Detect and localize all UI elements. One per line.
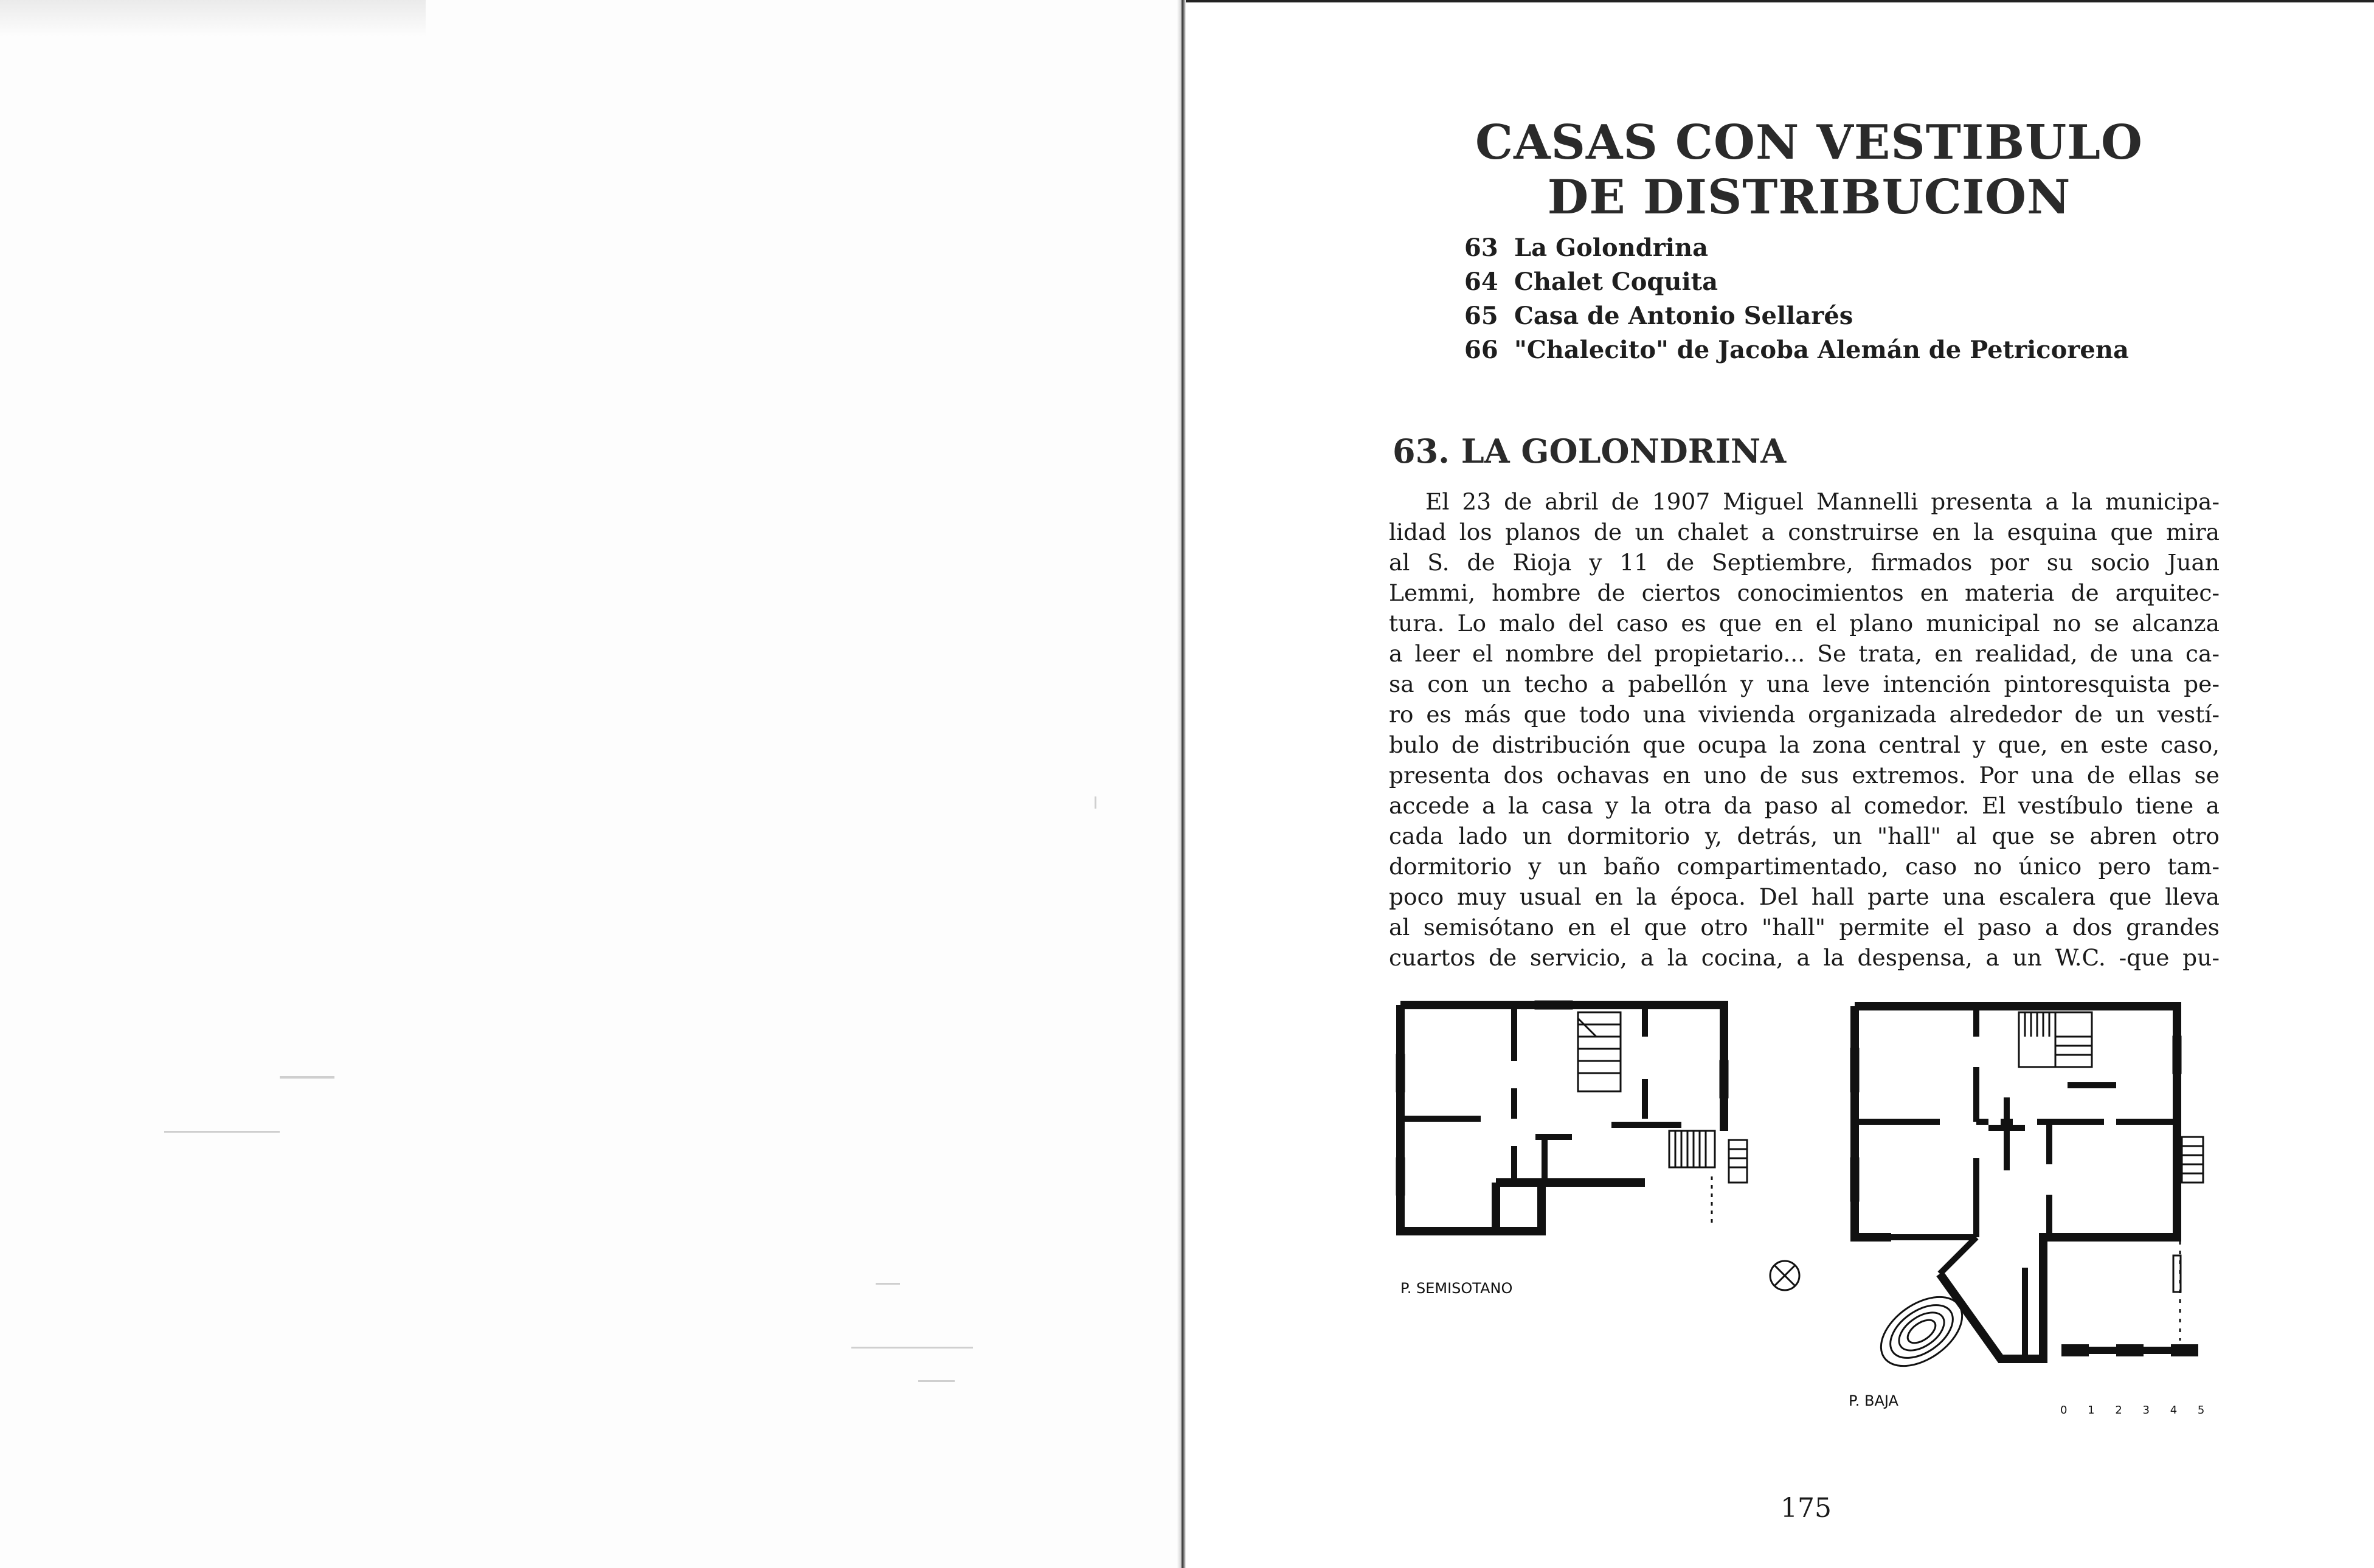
page-smudge	[0, 0, 426, 36]
section-title-line-2: DE DISTRIBUCION	[1547, 170, 2071, 225]
article-body	[1389, 486, 2220, 973]
north-symbol	[1767, 1257, 1803, 1294]
book-gutter	[1177, 0, 1186, 1568]
body-line: a leer el nombre del propietario... Se trata, en realidad, de una ca-	[1389, 640, 2220, 667]
body-line: bulo de distribución que ocupa la zona central y que, en este caso,	[1389, 731, 2220, 758]
toc-item	[1464, 299, 2194, 333]
plan-label-baja: P. BAJA	[1849, 1392, 1898, 1409]
toc-title: Casa de Antonio Sellarés	[1514, 302, 1853, 330]
plan-label-semisotano: P. SEMISOTANO	[1400, 1280, 1513, 1297]
body-line: poco muy usual en la época. Del hall parte una escalera que lleva	[1389, 883, 2220, 910]
article-heading: 63. LA GOLONDRINA	[1393, 432, 1787, 471]
floor-plan-baja-drawing	[1849, 1000, 2220, 1389]
body-line: dormitorio y un baño compartimentado, caso no único pero tam-	[1389, 853, 2220, 880]
body-line: cuartos de servicio, a la cocina, a la despensa, a un W.C. -que pu-	[1389, 944, 2220, 971]
body-line: al semisótano en el que otro "hall" permite el paso a dos grandes	[1389, 914, 2220, 941]
toc-item	[1464, 231, 2194, 265]
body-line: accede a la casa y la otra da paso al comedor. El vestíbulo tiene a	[1389, 792, 2220, 819]
floor-plan-baja	[1849, 1000, 2220, 1417]
body-line: presenta dos ochavas en uno de sus extremos. Por una de ellas se	[1389, 762, 2220, 789]
body-line: El 23 de abril de 1907 Miguel Mannelli presenta a la municipa-	[1425, 488, 2220, 515]
section-title	[1459, 116, 2159, 225]
page-top-edge	[1186, 0, 2374, 2]
page-speck	[164, 1131, 280, 1133]
left-page	[0, 0, 1183, 1568]
body-line: ro es más que todo una vivienda organizada alrededor de un vestí-	[1389, 701, 2220, 728]
toc-number: 65	[1464, 302, 1498, 330]
toc-number: 63	[1464, 233, 1498, 262]
toc-title: "Chalecito" de Jacoba Alemán de Petricorena	[1514, 336, 2129, 364]
page-speck	[918, 1380, 955, 1382]
toc-title: La Golondrina	[1514, 233, 1709, 262]
page-number: 175	[1781, 1493, 1832, 1524]
scale-bar-labels: 0 1 2 3 4 5	[2060, 1404, 2213, 1417]
section-title-line-1: CASAS CON VESTIBULO	[1475, 115, 2143, 170]
body-line: Lemmi, hombre de ciertos conocimientos en materia de arquitec-	[1389, 579, 2220, 606]
page-speck	[876, 1283, 900, 1285]
toc-number: 66	[1464, 336, 1498, 364]
north-arrow-icon	[1767, 1257, 1803, 1294]
page-speck	[851, 1347, 973, 1349]
body-line: tura. Lo malo del caso es que en el plano municipal no se alcanza	[1389, 610, 2220, 637]
floor-plan-semisotano	[1396, 1000, 1785, 1297]
body-line: cada lado un dormitorio y, detrás, un "hall" al que se abren otro	[1389, 823, 2220, 849]
toc-item	[1464, 333, 2194, 367]
body-line: lidad los planos de un chalet a construirse en la esquina que mira	[1389, 519, 2220, 545]
floor-plan-semisotano-drawing	[1396, 1000, 1785, 1255]
page-speck	[1095, 796, 1096, 809]
body-line: al S. de Rioja y 11 de Septiembre, firmados por su socio Juan	[1389, 549, 2220, 576]
toc-title: Chalet Coquita	[1514, 268, 1718, 296]
body-line: sa con un techo a pabellón y una leve intención pintoresquista pe-	[1389, 671, 2220, 697]
table-of-contents	[1464, 231, 2194, 367]
page-speck	[280, 1076, 334, 1079]
toc-number: 64	[1464, 268, 1498, 296]
toc-item	[1464, 265, 2194, 299]
